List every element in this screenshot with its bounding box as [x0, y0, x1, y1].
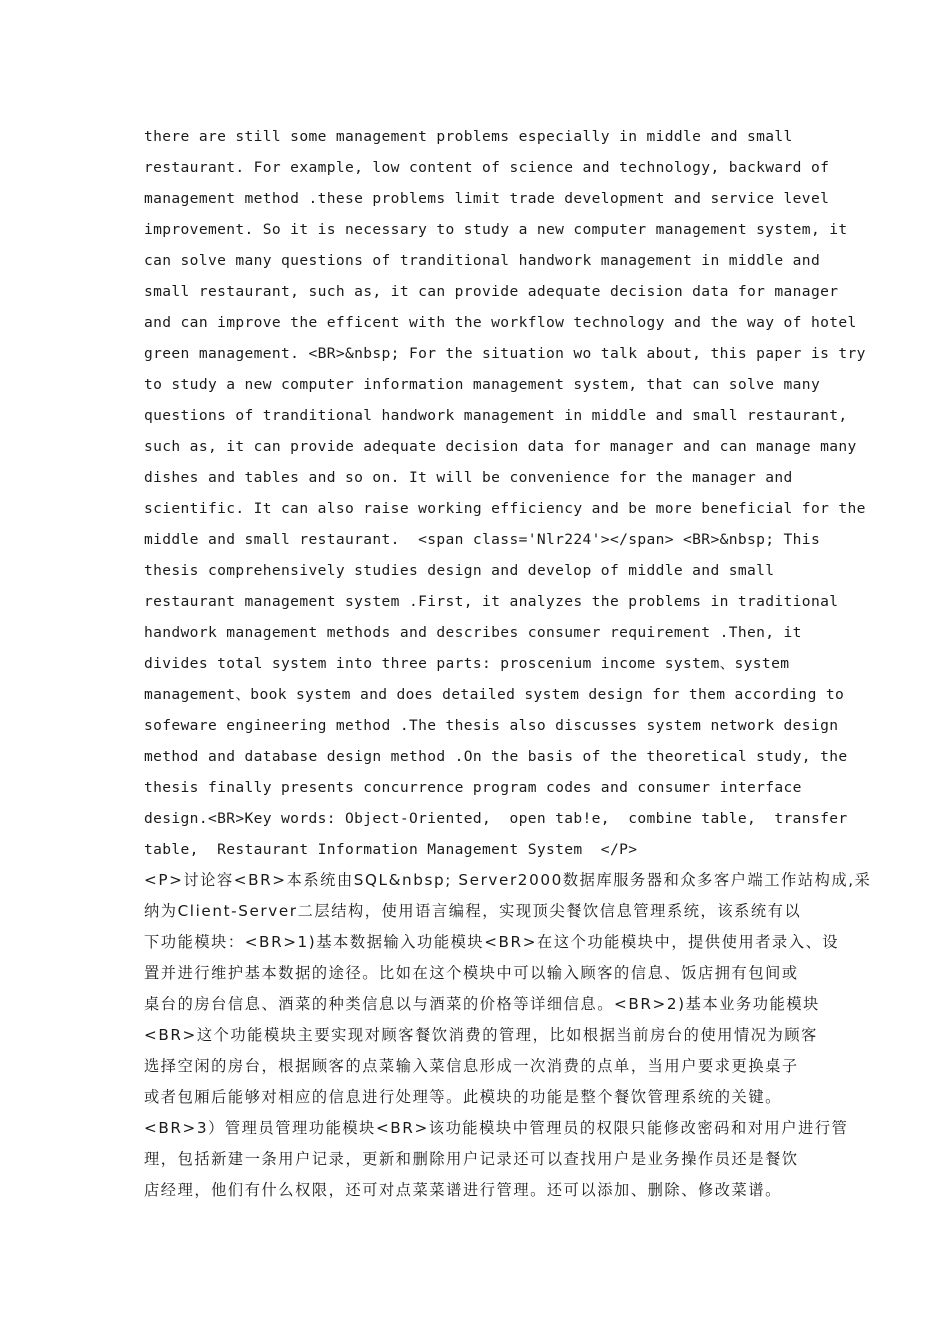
text-line: such as, it can provide adequate decision data for manager and can manage many — [144, 438, 857, 455]
text-line: management method .these problems limit trade development and service level — [144, 190, 830, 207]
text-line: sofeware engineering method .The thesis also discusses system network design — [144, 717, 839, 734]
text-line: method and database design method .On the basis of the theoretical study, the — [144, 748, 848, 765]
text-line: 桌台的房台信息、酒菜的种类信息以与酒菜的价格等详细信息。<BR>2)基本业务功能模块 — [144, 995, 820, 1013]
text-line: restaurant management system .First, it analyzes the problems in traditional — [144, 593, 839, 610]
text-line: 下功能模块：<BR>1)基本数据输入功能模块<BR>在这个功能模块中，提供使用者录入、设 — [144, 933, 840, 951]
text-line: <BR>这个功能模块主要实现对顾客餐饮消费的管理，比如根据当前房台的使用情况为顾客 — [144, 1026, 818, 1044]
text-line: handwork management methods and describes consumer requirement .Then, it — [144, 624, 802, 641]
text-line: green management. <BR>&nbsp; For the situation wo talk about, this paper is try — [144, 345, 866, 362]
text-line: restaurant. For example, low content of science and technology, backward of — [144, 159, 830, 176]
text-line: 置并进行维护基本数据的途径。比如在这个模块中可以输入顾客的信息、饭店拥有包间或 — [144, 964, 799, 982]
text-line: table, Restaurant Information Management System </P> — [144, 841, 638, 858]
text-line: <P>讨论容<BR>本系统由SQL&nbsp; Server2000数据库服务器和众多客户端工作站构成,采 — [144, 871, 872, 889]
text-line: to study a new computer information management system, that can solve many — [144, 376, 821, 393]
text-line: divides total system into three parts: proscenium income system、system — [144, 655, 790, 672]
text-line: thesis finally presents concurrence program codes and consumer interface — [144, 779, 802, 796]
text-line: dishes and tables and so on. It will be convenience for the manager and — [144, 469, 793, 486]
text-line: 理，包括新建一条用户记录，更新和删除用户记录还可以查找用户是业务操作员还是餐饮 — [144, 1150, 799, 1168]
text-line: thesis comprehensively studies design and develop of middle and small — [144, 562, 775, 579]
text-line: 纳为Client-Server二层结构，使用语言编程，实现顶尖餐饮信息管理系统，该系统有以 — [144, 902, 802, 920]
text-line: there are still some management problems especially in middle and small — [144, 128, 793, 145]
text-line: can solve many questions of tranditional handwork management in middle and — [144, 252, 821, 269]
text-line: 选择空闲的房台，根据顾客的点菜输入菜信息形成一次消费的点单，当用户要求更换桌子 — [144, 1057, 799, 1075]
text-line: management、book system and does detailed system design for them according to — [144, 686, 845, 703]
text-line: middle and small restaurant. <span class='Nlr224'></span> <BR>&nbsp; This — [144, 531, 821, 548]
text-line: <BR>3）管理员管理功能模块<BR>该功能模块中管理员的权限只能修改密码和对用户进行管 — [144, 1119, 849, 1137]
text-line: small restaurant, such as, it can provide adequate decision data for manager — [144, 283, 839, 300]
text-line: 或者包厢后能够对相应的信息进行处理等。此模块的功能是整个餐饮管理系统的关键。 — [144, 1088, 782, 1106]
text-line: design.<BR>Key words: Object-Oriented, open tab!e, combine table, transfer — [144, 810, 848, 827]
text-line: scientific. It can also raise working efficiency and be more beneficial for the — [144, 500, 866, 517]
text-line: 店经理，他们有什么权限，还可对点菜菜谱进行管理。还可以添加、删除、修改菜谱。 — [144, 1181, 782, 1199]
text-line: questions of tranditional handwork management in middle and small restaurant, — [144, 407, 848, 424]
text-line: and can improve the efficent with the workflow technology and the way of hotel — [144, 314, 857, 331]
text-line: improvement. So it is necessary to study a new computer management system, it — [144, 221, 848, 238]
